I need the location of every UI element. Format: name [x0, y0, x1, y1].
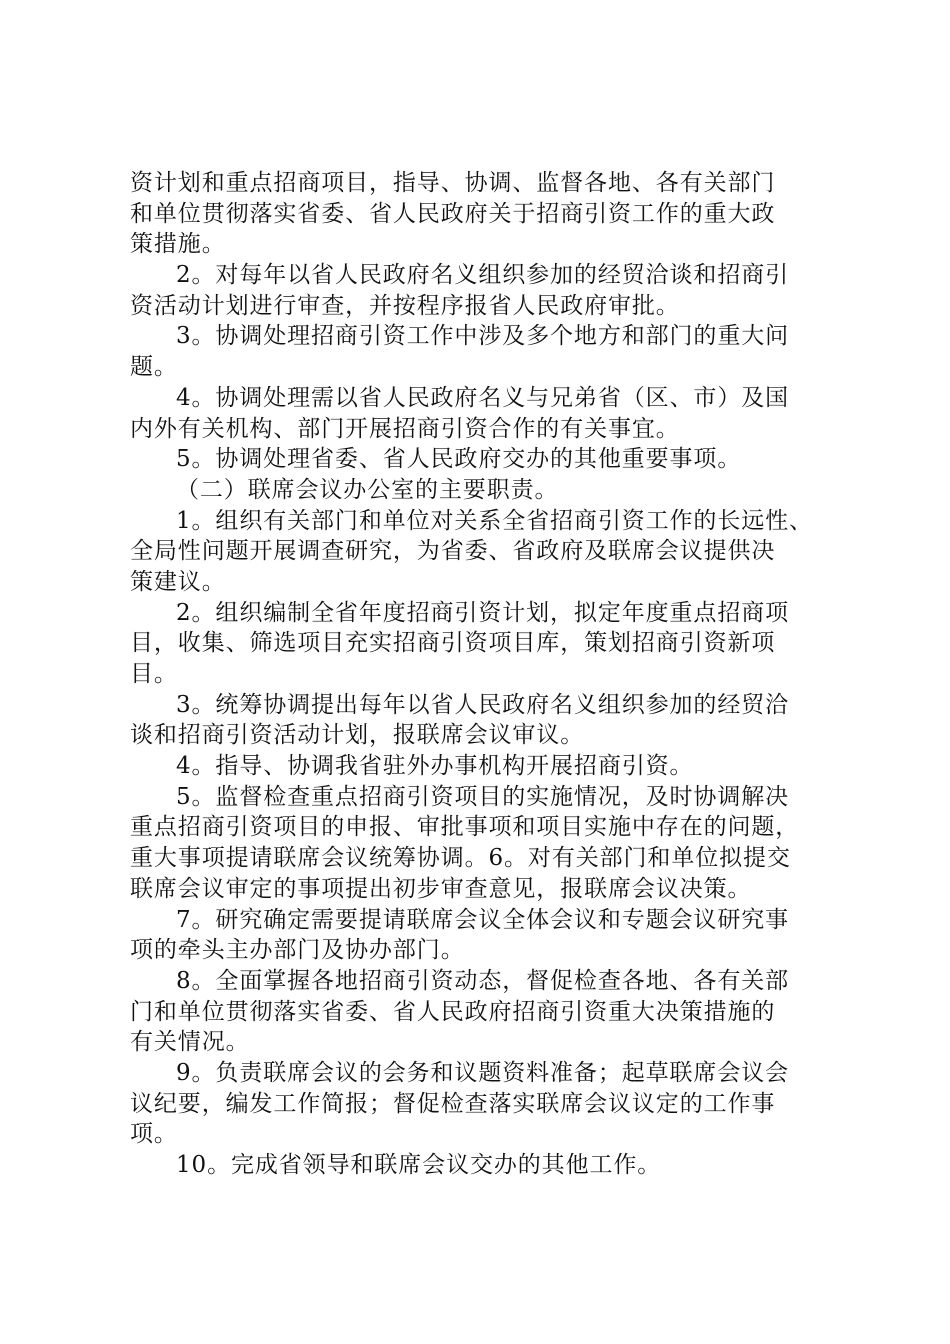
- text-line: 资活动计划进行审查，并按程序报省人民政府审批。: [130, 292, 680, 319]
- text-line: 8。全面掌握各地招商引资动态，督促检查各地、各有关部: [176, 967, 790, 994]
- text-line: 有关情况。: [130, 1029, 250, 1056]
- text-line: 重点招商引资项目的申报、审批事项和项目实施中存在的问题，: [130, 814, 800, 841]
- text-line: 策措施。: [130, 231, 226, 258]
- text-line: 谈和招商引资活动计划，报联席会议审议。: [130, 722, 585, 749]
- text-line: 目。: [130, 661, 178, 687]
- text-line: 7。研究确定需要提请联席会议全体会议和专题会议研究事: [176, 906, 790, 933]
- text-line: 4。协调处理需以省人民政府名义与兄弟省（区、市）及国: [176, 384, 790, 411]
- text-line: 内外有关机构、部门开展招商引资合作的有关事宜。: [130, 415, 680, 442]
- text-line: 项的牵头主办部门及协办部门。: [130, 937, 465, 964]
- text-line: 4。指导、协调我省驻外办事机构开展招商引资。: [176, 753, 694, 780]
- text-line: 重大事项提请联席会议统筹协调。6。对有关部门和单位拟提交: [130, 845, 791, 872]
- text-line: 1。组织有关部门和单位对关系全省招商引资工作的长远性、: [176, 507, 813, 534]
- text-line: 议纪要，编发工作简报；督促检查落实联席会议议定的工作事: [130, 1090, 776, 1117]
- text-line: 目，收集、筛选项目充实招商引资项目库，策划招商引资新项: [130, 630, 776, 657]
- text-line: 3。协调处理招商引资工作中涉及多个地方和部门的重大问: [176, 323, 790, 350]
- text-line: 2。对每年以省人民政府名义组织参加的经贸洽谈和招商引: [176, 262, 790, 289]
- text-line: 9。负责联席会议的会务和议题资料准备；起草联席会议会: [176, 1059, 790, 1086]
- document-body: [130, 168, 830, 1181]
- text-line: 2。组织编制全省年度招商引资计划，拟定年度重点招商项: [176, 599, 790, 626]
- text-line: 题。: [130, 354, 178, 381]
- section-heading: （二）联席会议办公室的主要职责。: [176, 476, 559, 503]
- text-line: 资计划和重点招商项目，指导、协调、监督各地、各有关部门: [130, 170, 776, 196]
- text-line: 和单位贯彻落实省委、省人民政府关于招商引资工作的重大政: [130, 200, 776, 227]
- text-line: 5。协调处理省委、省人民政府交办的其他重要事项。: [176, 446, 742, 473]
- text-line: 门和单位贯彻落实省委、省人民政府招商引资重大决策措施的: [130, 998, 776, 1025]
- text-line: 10。完成省领导和联席会议交办的其他工作。: [176, 1152, 662, 1178]
- text-line: 项。: [130, 1121, 178, 1148]
- text-line: 策建议。: [130, 568, 226, 595]
- text-line: 3。统筹协调提出每年以省人民政府名义组织参加的经贸洽: [176, 691, 790, 718]
- text-line: 全局性问题开展调查研究，为省委、省政府及联席会议提供决: [130, 538, 776, 565]
- text-line: 5。监督检查重点招商引资项目的实施情况，及时协调解决: [176, 783, 790, 810]
- text-line: 联席会议审定的事项提出初步审查意见，报联席会议决策。: [130, 875, 752, 902]
